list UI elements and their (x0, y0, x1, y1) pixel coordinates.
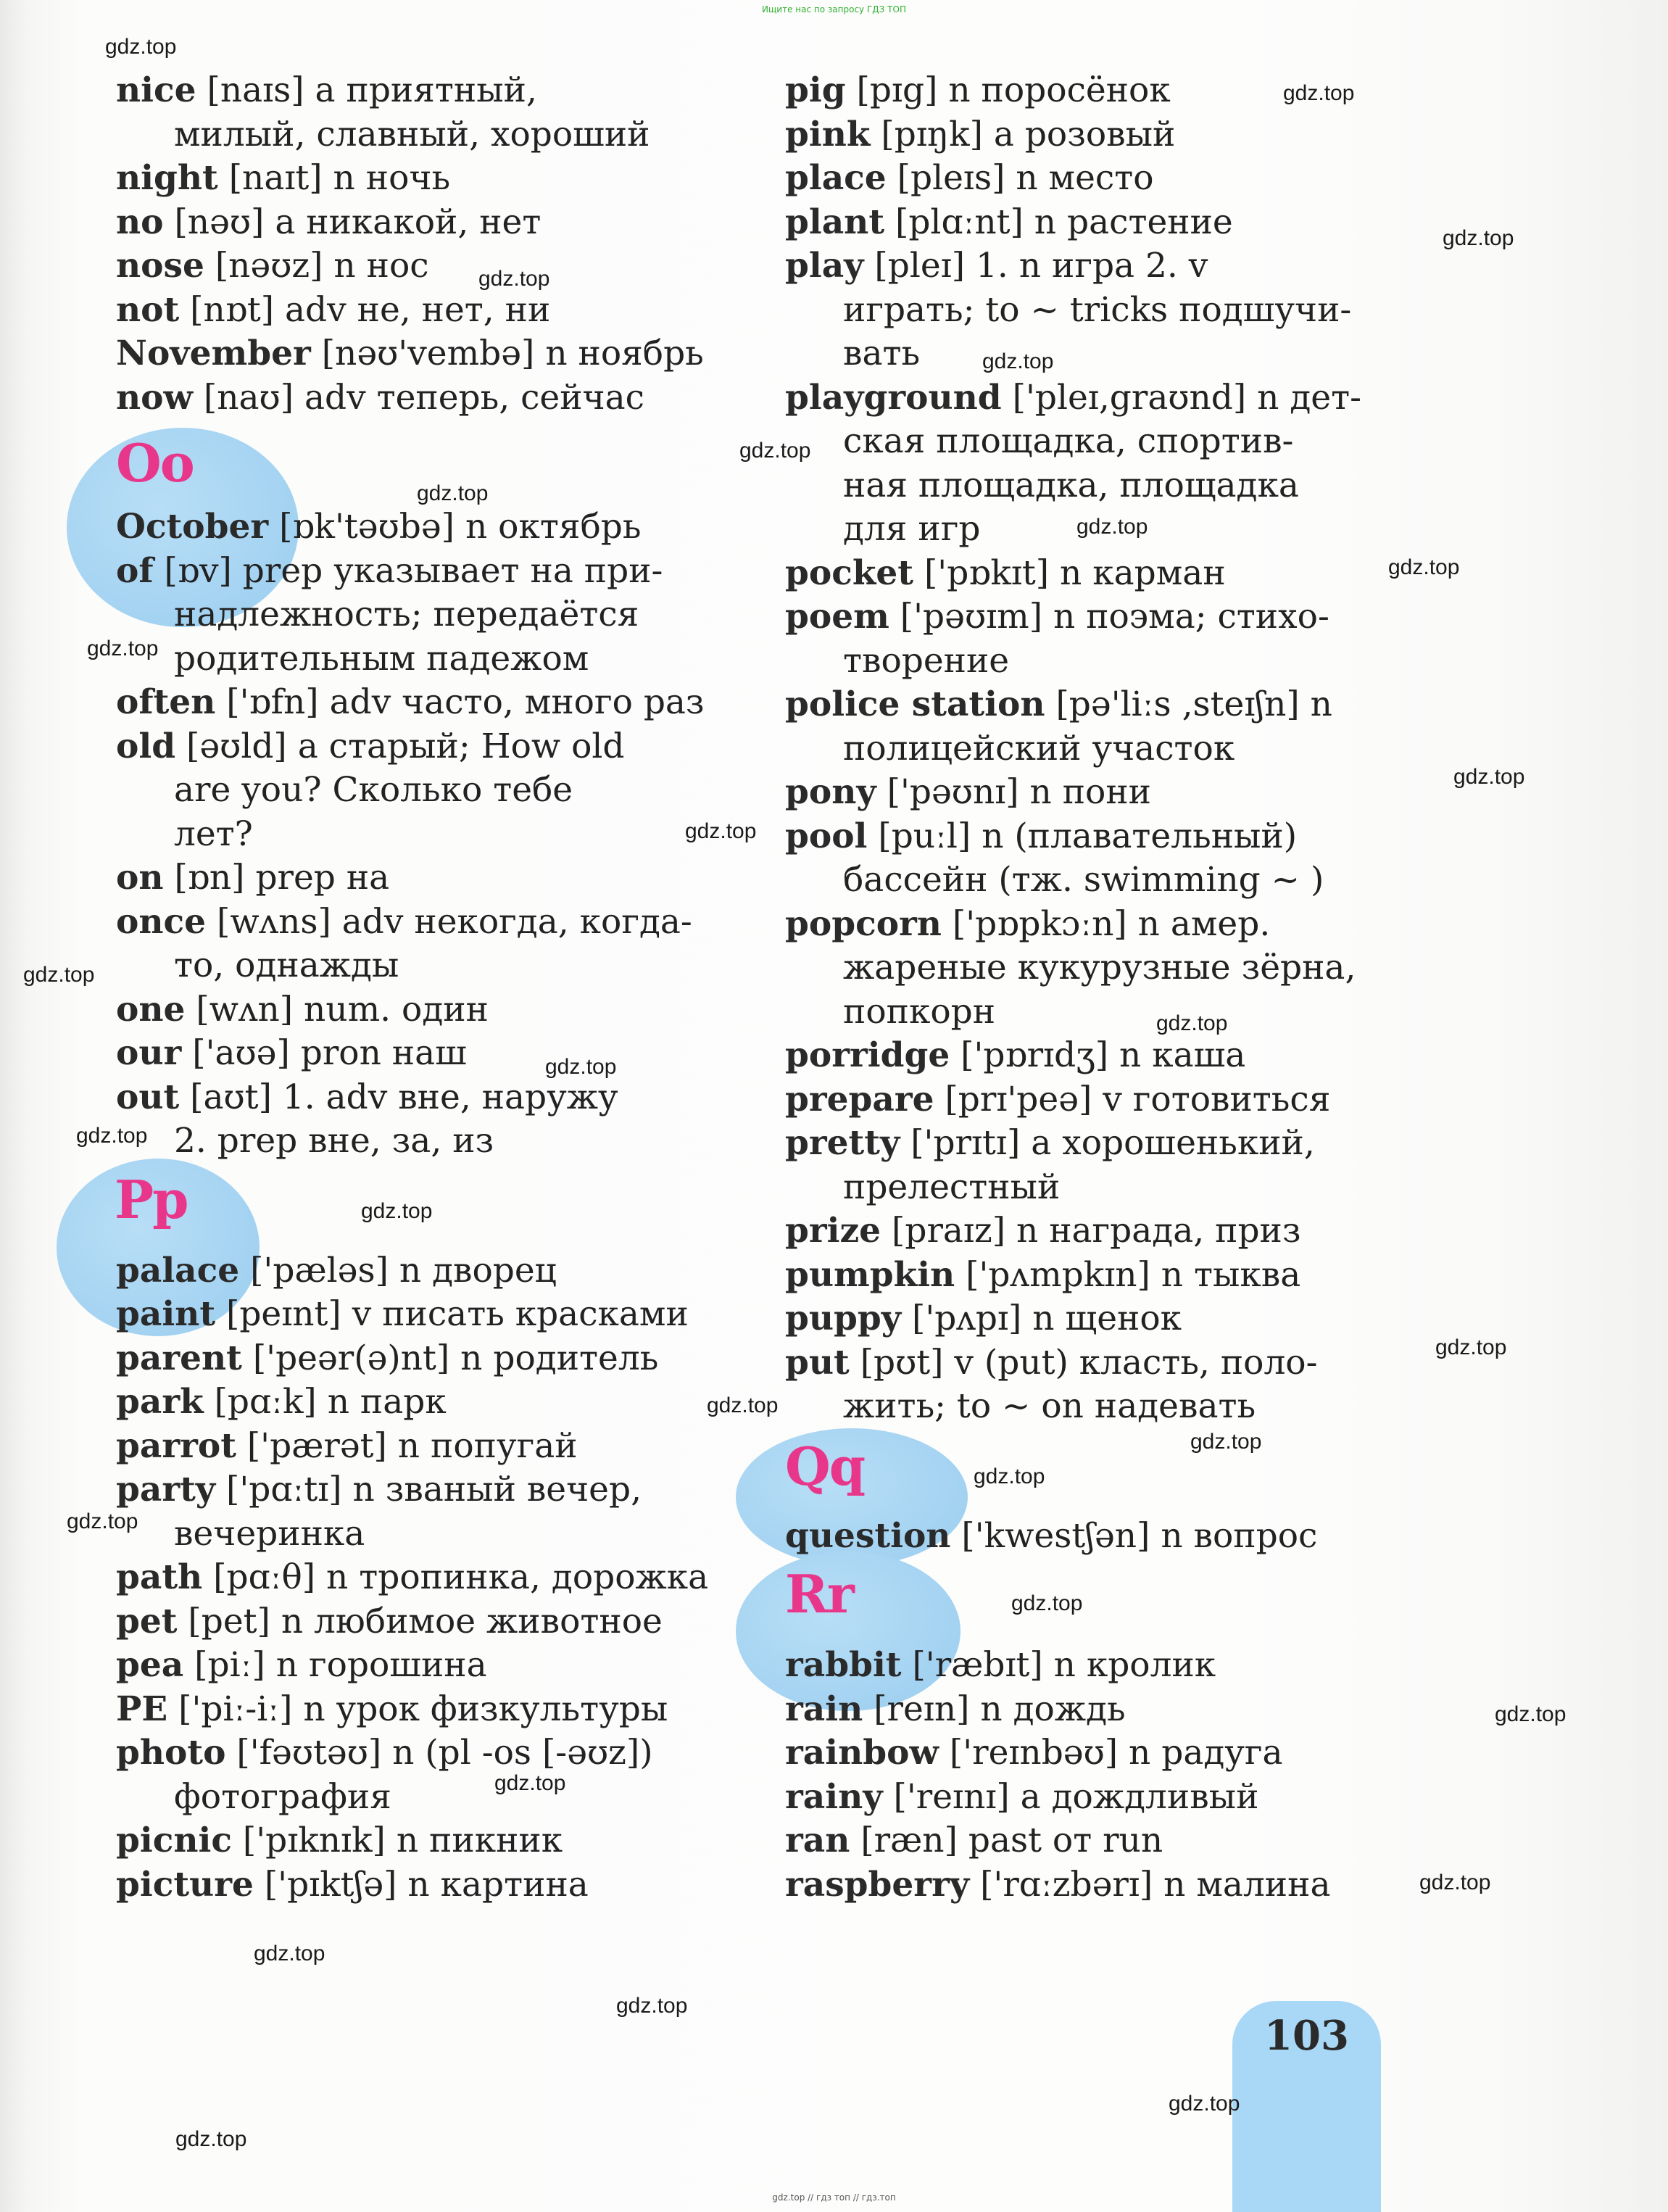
definition: [naɪs] a приятный, (196, 70, 537, 110)
watermark: gdz.top (361, 1199, 433, 1223)
definition: лет? (174, 813, 253, 854)
dictionary-entry-continuation (116, 813, 707, 857)
headword: on (116, 858, 164, 898)
definition: [nəʊz] n нос (204, 246, 429, 286)
definition: [əʊld] a старый; How old (175, 726, 625, 766)
dictionary-entry (785, 595, 1383, 639)
section-heading-o: Oo (116, 432, 194, 494)
definition: ['pɒkɪt] n карман (913, 552, 1226, 593)
headword: police station (785, 684, 1045, 724)
dictionary-entry (116, 69, 707, 113)
dictionary-entry (116, 1249, 707, 1293)
headword: of (116, 550, 154, 591)
dictionary-entry (785, 683, 1383, 727)
definition: [ɒv] prep указывает на при- (153, 550, 663, 591)
headword: party (116, 1470, 216, 1509)
definition: 2. prep вне, за, из (174, 1121, 494, 1161)
headword: picture (116, 1864, 254, 1905)
headword: pony (785, 772, 876, 812)
definition: [ɒk'təʊbə] n октябрь (268, 507, 642, 547)
dictionary-entry (116, 988, 707, 1032)
watermark: gdz.top (1419, 1871, 1491, 1894)
top-banner: Ищите нас по запросу ГДЗ ТОП (762, 4, 906, 15)
watermark: gdz.top (1443, 226, 1514, 250)
headword: no (116, 202, 164, 242)
dictionary-entry (116, 1819, 707, 1863)
dictionary-entry (116, 1425, 707, 1469)
dictionary-entry-continuation (116, 637, 707, 682)
dictionary-entry (116, 856, 707, 900)
headword: nose (116, 246, 204, 286)
dictionary-entry (785, 113, 1383, 157)
headword: popcorn (785, 903, 942, 944)
dictionary-entry (785, 1515, 1383, 1559)
definition: ['pɑːtɪ] n званый вечер, (215, 1470, 642, 1509)
dictionary-entry (116, 1468, 707, 1512)
watermark: gdz.top (1283, 81, 1355, 105)
dictionary-entry (785, 552, 1383, 596)
watermark: gdz.top (105, 35, 177, 59)
dictionary-entry (785, 157, 1383, 201)
definition: родительным падежом (174, 638, 589, 679)
watermark: gdz.top (1156, 1011, 1228, 1035)
definition: играть; to ~ tricks подшучи- (843, 289, 1352, 330)
definition: жить; to ~ on надевать (843, 1386, 1256, 1426)
definition: ['pʌpɪ] n щенок (901, 1298, 1182, 1338)
definition: [pleɪs] n место (886, 158, 1154, 198)
definition: ['rɑːzbərɪ] n малина (969, 1864, 1331, 1905)
dictionary-entry (116, 157, 707, 201)
watermark: gdz.top (478, 267, 550, 291)
headword: old (116, 726, 176, 766)
dictionary-entry (785, 1644, 1383, 1688)
dictionary-entry (116, 332, 707, 376)
headword: not (116, 289, 180, 330)
dictionary-entry (785, 903, 1383, 947)
dictionary-entry (116, 1731, 707, 1776)
dictionary-entry-continuation (785, 946, 1383, 990)
headword: plant (785, 202, 885, 242)
dictionary-entry (785, 1819, 1383, 1863)
watermark: gdz.top (616, 1994, 688, 2018)
dictionary-entry (116, 1863, 707, 1907)
dictionary-entry (785, 1776, 1383, 1820)
headword: paint (116, 1294, 216, 1334)
headword: pig (785, 70, 846, 110)
section-gap (785, 1429, 1383, 1515)
dictionary-entry (116, 1600, 707, 1644)
dictionary-entry (116, 1076, 707, 1120)
watermark: gdz.top (1076, 515, 1148, 539)
headword: parrot (116, 1425, 236, 1466)
dictionary-entry (785, 1209, 1383, 1254)
headword: prize (785, 1211, 881, 1251)
headword: park (116, 1382, 204, 1422)
dictionary-entry (116, 505, 707, 550)
headword: pumpkin (785, 1254, 955, 1295)
definition: ['pɪknɪk] n пикник (231, 1820, 563, 1860)
definition: [prɪ'peə] v готовиться (934, 1079, 1331, 1119)
headword: out (116, 1077, 180, 1117)
headword: PE (116, 1689, 168, 1729)
definition: [pɪŋk] a розовый (870, 114, 1176, 154)
dictionary-entry (116, 1337, 707, 1381)
headword: place (785, 158, 887, 198)
watermark: gdz.top (76, 1124, 148, 1148)
bottom-banner: gdz.top // гдз топ // гдз.топ (772, 2192, 896, 2203)
definition: ['pəʊɪm] n поэма; стихо- (889, 597, 1329, 637)
dictionary-entry (785, 1731, 1383, 1776)
headword: palace (116, 1250, 240, 1291)
headword: put (785, 1342, 850, 1383)
headword: picnic (116, 1820, 232, 1860)
dictionary-entry-continuation (116, 113, 707, 157)
definition: ['pæləs] n дворец (239, 1250, 557, 1291)
headword: play (785, 246, 864, 286)
definition: [nəʊ] a никакой, нет (163, 202, 542, 242)
definition: вечеринка (174, 1513, 365, 1554)
right-column (785, 69, 1383, 1907)
headword: playground (785, 377, 1002, 418)
definition: [pɪg] n поросёнок (845, 70, 1171, 110)
headword: pretty (785, 1123, 900, 1163)
watermark: gdz.top (254, 1942, 325, 1965)
definition: [pet] n любимое животное (177, 1601, 663, 1641)
definition: бассейн (тж. swimming ~ ) (843, 860, 1324, 900)
definition: надлежность; передаётся (174, 595, 639, 634)
definition: ['ɒfn] adv часто, много раз (215, 682, 705, 722)
definition: ['reɪnɪ] a дождливый (882, 1776, 1259, 1817)
definition: [puːl] n (плавательный) (867, 816, 1298, 856)
dictionary-entry-continuation (785, 464, 1383, 508)
watermark: gdz.top (417, 481, 489, 505)
headword: rainy (785, 1776, 883, 1817)
definition: ['pɒpkɔːn] n амер. (941, 903, 1271, 944)
definition: [piː] n горошина (183, 1645, 487, 1685)
definition: [nɒt] adv не, нет, ни (179, 289, 551, 330)
watermark: gdz.top (1453, 765, 1525, 789)
watermark: gdz.top (685, 819, 757, 843)
definition: ['pɒrɪdʒ] n каша (950, 1035, 1246, 1075)
dictionary-entry (785, 244, 1383, 289)
headword: rainbow (785, 1733, 939, 1773)
headword: our (116, 1033, 182, 1073)
watermark: gdz.top (67, 1509, 138, 1533)
section-heading-p: Pp (115, 1169, 188, 1230)
dictionary-entry (116, 244, 707, 289)
watermark: gdz.top (23, 963, 95, 987)
definition: ['kwestʃən] n вопрос (950, 1515, 1318, 1556)
definition: прелестный (843, 1167, 1061, 1207)
page-number: 103 (1264, 2012, 1349, 2060)
dictionary-entry (116, 289, 707, 333)
dictionary-entry-continuation (785, 990, 1383, 1035)
section-gap (116, 420, 707, 505)
definition: ['piː-iː] n урок физкультуры (167, 1689, 668, 1729)
dictionary-entry (116, 376, 707, 421)
definition: [pleɪ] 1. n игра 2. v (863, 246, 1208, 286)
dictionary-entry (785, 771, 1383, 815)
definition: вать (843, 334, 921, 373)
dictionary-entry-continuation (116, 769, 707, 813)
definition: ['pʌmpkɪn] n тыква (955, 1254, 1301, 1295)
section-heading-q: Qq (785, 1436, 865, 1497)
headword: pocket (785, 552, 914, 593)
dictionary-entry-continuation (785, 1166, 1383, 1210)
section-gap (785, 1558, 1383, 1644)
watermark: gdz.top (1435, 1335, 1507, 1359)
definition: [ɒn] prep на (163, 858, 390, 898)
headword: puppy (785, 1298, 902, 1338)
definition: [wʌn] num. один (185, 989, 489, 1030)
watermark: gdz.top (87, 637, 159, 660)
watermark: gdz.top (1495, 1702, 1567, 1726)
definition: то, однажды (174, 945, 399, 985)
definition: ['pəʊnɪ] n пони (876, 772, 1152, 812)
dictionary-entry (785, 1034, 1383, 1078)
headword: rabbit (785, 1645, 902, 1685)
left-column (116, 69, 707, 1907)
definition: ['prɪtɪ] a хорошенький, (900, 1123, 1315, 1163)
definition: творение (843, 640, 1010, 681)
dictionary-entry (785, 815, 1383, 859)
definition: [naɪt] n ночь (217, 158, 451, 198)
headword: rain (785, 1689, 863, 1729)
watermark: gdz.top (1190, 1430, 1262, 1454)
watermark: gdz.top (175, 2127, 247, 2151)
headword: ran (785, 1820, 850, 1860)
definition: полицейский участок (843, 728, 1235, 769)
dictionary-entry (785, 1122, 1383, 1166)
dictionary-entry-continuation (785, 289, 1383, 333)
watermark: gdz.top (545, 1055, 617, 1079)
headword: pea (116, 1645, 184, 1685)
definition: для игр (843, 509, 981, 549)
definition: попкорн (843, 991, 996, 1032)
dictionary-entry (116, 1644, 707, 1688)
dictionary-entry (116, 900, 707, 945)
watermark: gdz.top (1388, 555, 1460, 579)
headword: now (116, 377, 193, 418)
headword: path (116, 1557, 203, 1597)
definition: фотография (174, 1776, 391, 1817)
watermark: gdz.top (494, 1771, 566, 1795)
headword: October (116, 507, 269, 547)
dictionary-entry-continuation (785, 727, 1383, 771)
headword: poem (785, 597, 889, 637)
definition: ['fəʊtəʊ] n (pl -os [-əʊz]) (225, 1733, 653, 1773)
dictionary-entry-continuation (116, 944, 707, 988)
definition: ная площадка, площадка (843, 465, 1299, 505)
headword: photo (116, 1733, 226, 1773)
headword: pool (785, 816, 868, 856)
definition: [pʊt] v (put) класть, поло- (849, 1342, 1318, 1383)
dictionary-entry (116, 201, 707, 245)
headword: one (116, 989, 186, 1030)
definition: ['peər(ə)nt] n родитель (241, 1338, 659, 1378)
definition: [naʊ] adv теперь, сейчас (192, 377, 644, 418)
definition: [nəʊ'vembə] n ноябрь (310, 334, 704, 373)
dictionary-entry (785, 1341, 1383, 1385)
watermark: gdz.top (1011, 1591, 1083, 1615)
definition: ['reɪnbəʊ] n радуга (938, 1733, 1283, 1773)
dictionary-entry (116, 1293, 707, 1337)
headword: once (116, 901, 207, 942)
definition: are you? Сколько тебе (174, 770, 573, 810)
headword: raspberry (785, 1864, 970, 1905)
headword: pet (116, 1601, 178, 1641)
dictionary-entry (785, 1078, 1383, 1122)
watermark: gdz.top (1169, 2092, 1240, 2116)
definition: [plɑːnt] n растение (884, 202, 1233, 242)
dictionary-entry (785, 1688, 1383, 1732)
definition: [aʊt] 1. adv вне, наружу (179, 1077, 618, 1117)
dictionary-entry (785, 376, 1383, 421)
dictionary-entry (116, 725, 707, 769)
definition: [peɪnt] v писать красками (215, 1294, 689, 1334)
dictionary-entry-continuation (116, 1776, 707, 1820)
definition: ская площадка, спортив- (843, 421, 1294, 461)
definition: [wʌns] adv некогда, когда- (206, 901, 692, 942)
headword: nice (116, 70, 196, 110)
dictionary-entry (116, 550, 707, 594)
definition: [ræn] past от run (850, 1820, 1163, 1860)
headword: November (116, 334, 311, 373)
dictionary-entry-continuation (116, 1119, 707, 1164)
dictionary-entry-continuation (785, 1385, 1383, 1429)
headword: porridge (785, 1035, 950, 1075)
definition: ['aʊə] pron наш (181, 1033, 467, 1073)
dictionary-entry (116, 681, 707, 725)
headword: often (116, 682, 216, 722)
dictionary-entry-continuation (785, 639, 1383, 684)
watermark: gdz.top (707, 1393, 779, 1417)
watermark: gdz.top (974, 1465, 1045, 1488)
dictionary-entry-continuation (785, 332, 1383, 376)
dictionary-entry (785, 1297, 1383, 1341)
dictionary-entry-continuation (116, 1512, 707, 1557)
definition: ['ræbɪt] n кролик (901, 1645, 1216, 1685)
headword: pink (785, 114, 871, 154)
definition: [reɪn] n дождь (863, 1689, 1126, 1729)
dictionary-entry (116, 1032, 707, 1076)
dictionary-entry (785, 1254, 1383, 1298)
dictionary-entry-continuation (116, 593, 707, 637)
dictionary-entry (785, 201, 1383, 245)
headword: night (116, 158, 218, 198)
definition: милый, славный, хороший (174, 114, 650, 154)
definition: ['pɪktʃə] n картина (253, 1864, 589, 1905)
headword: question (785, 1515, 951, 1556)
headword: prepare (785, 1079, 934, 1119)
dictionary-entry (116, 1688, 707, 1732)
definition: [pə'liːs ,steɪʃn] n (1045, 684, 1332, 724)
dictionary-entry-continuation (785, 420, 1383, 464)
section-heading-r: Rr (785, 1563, 853, 1625)
definition: [pɑːk] n парк (203, 1382, 447, 1422)
definition: [praɪz] n награда, приз (881, 1211, 1301, 1251)
definition: ['pleɪ,graʊnd] n дет- (1001, 377, 1361, 418)
watermark: gdz.top (982, 349, 1054, 373)
dictionary-entry (116, 1556, 707, 1600)
definition: жареные кукурузные зёрна, (843, 948, 1356, 987)
watermark: gdz.top (739, 439, 811, 463)
definition: [pɑːθ] n тропинка, дорожка (202, 1557, 709, 1597)
dictionary-entry (116, 1380, 707, 1425)
definition: ['pærət] n попугай (236, 1425, 578, 1466)
headword: parent (116, 1338, 242, 1378)
dictionary-entry-continuation (785, 858, 1383, 903)
dictionary-entry (785, 1863, 1383, 1907)
